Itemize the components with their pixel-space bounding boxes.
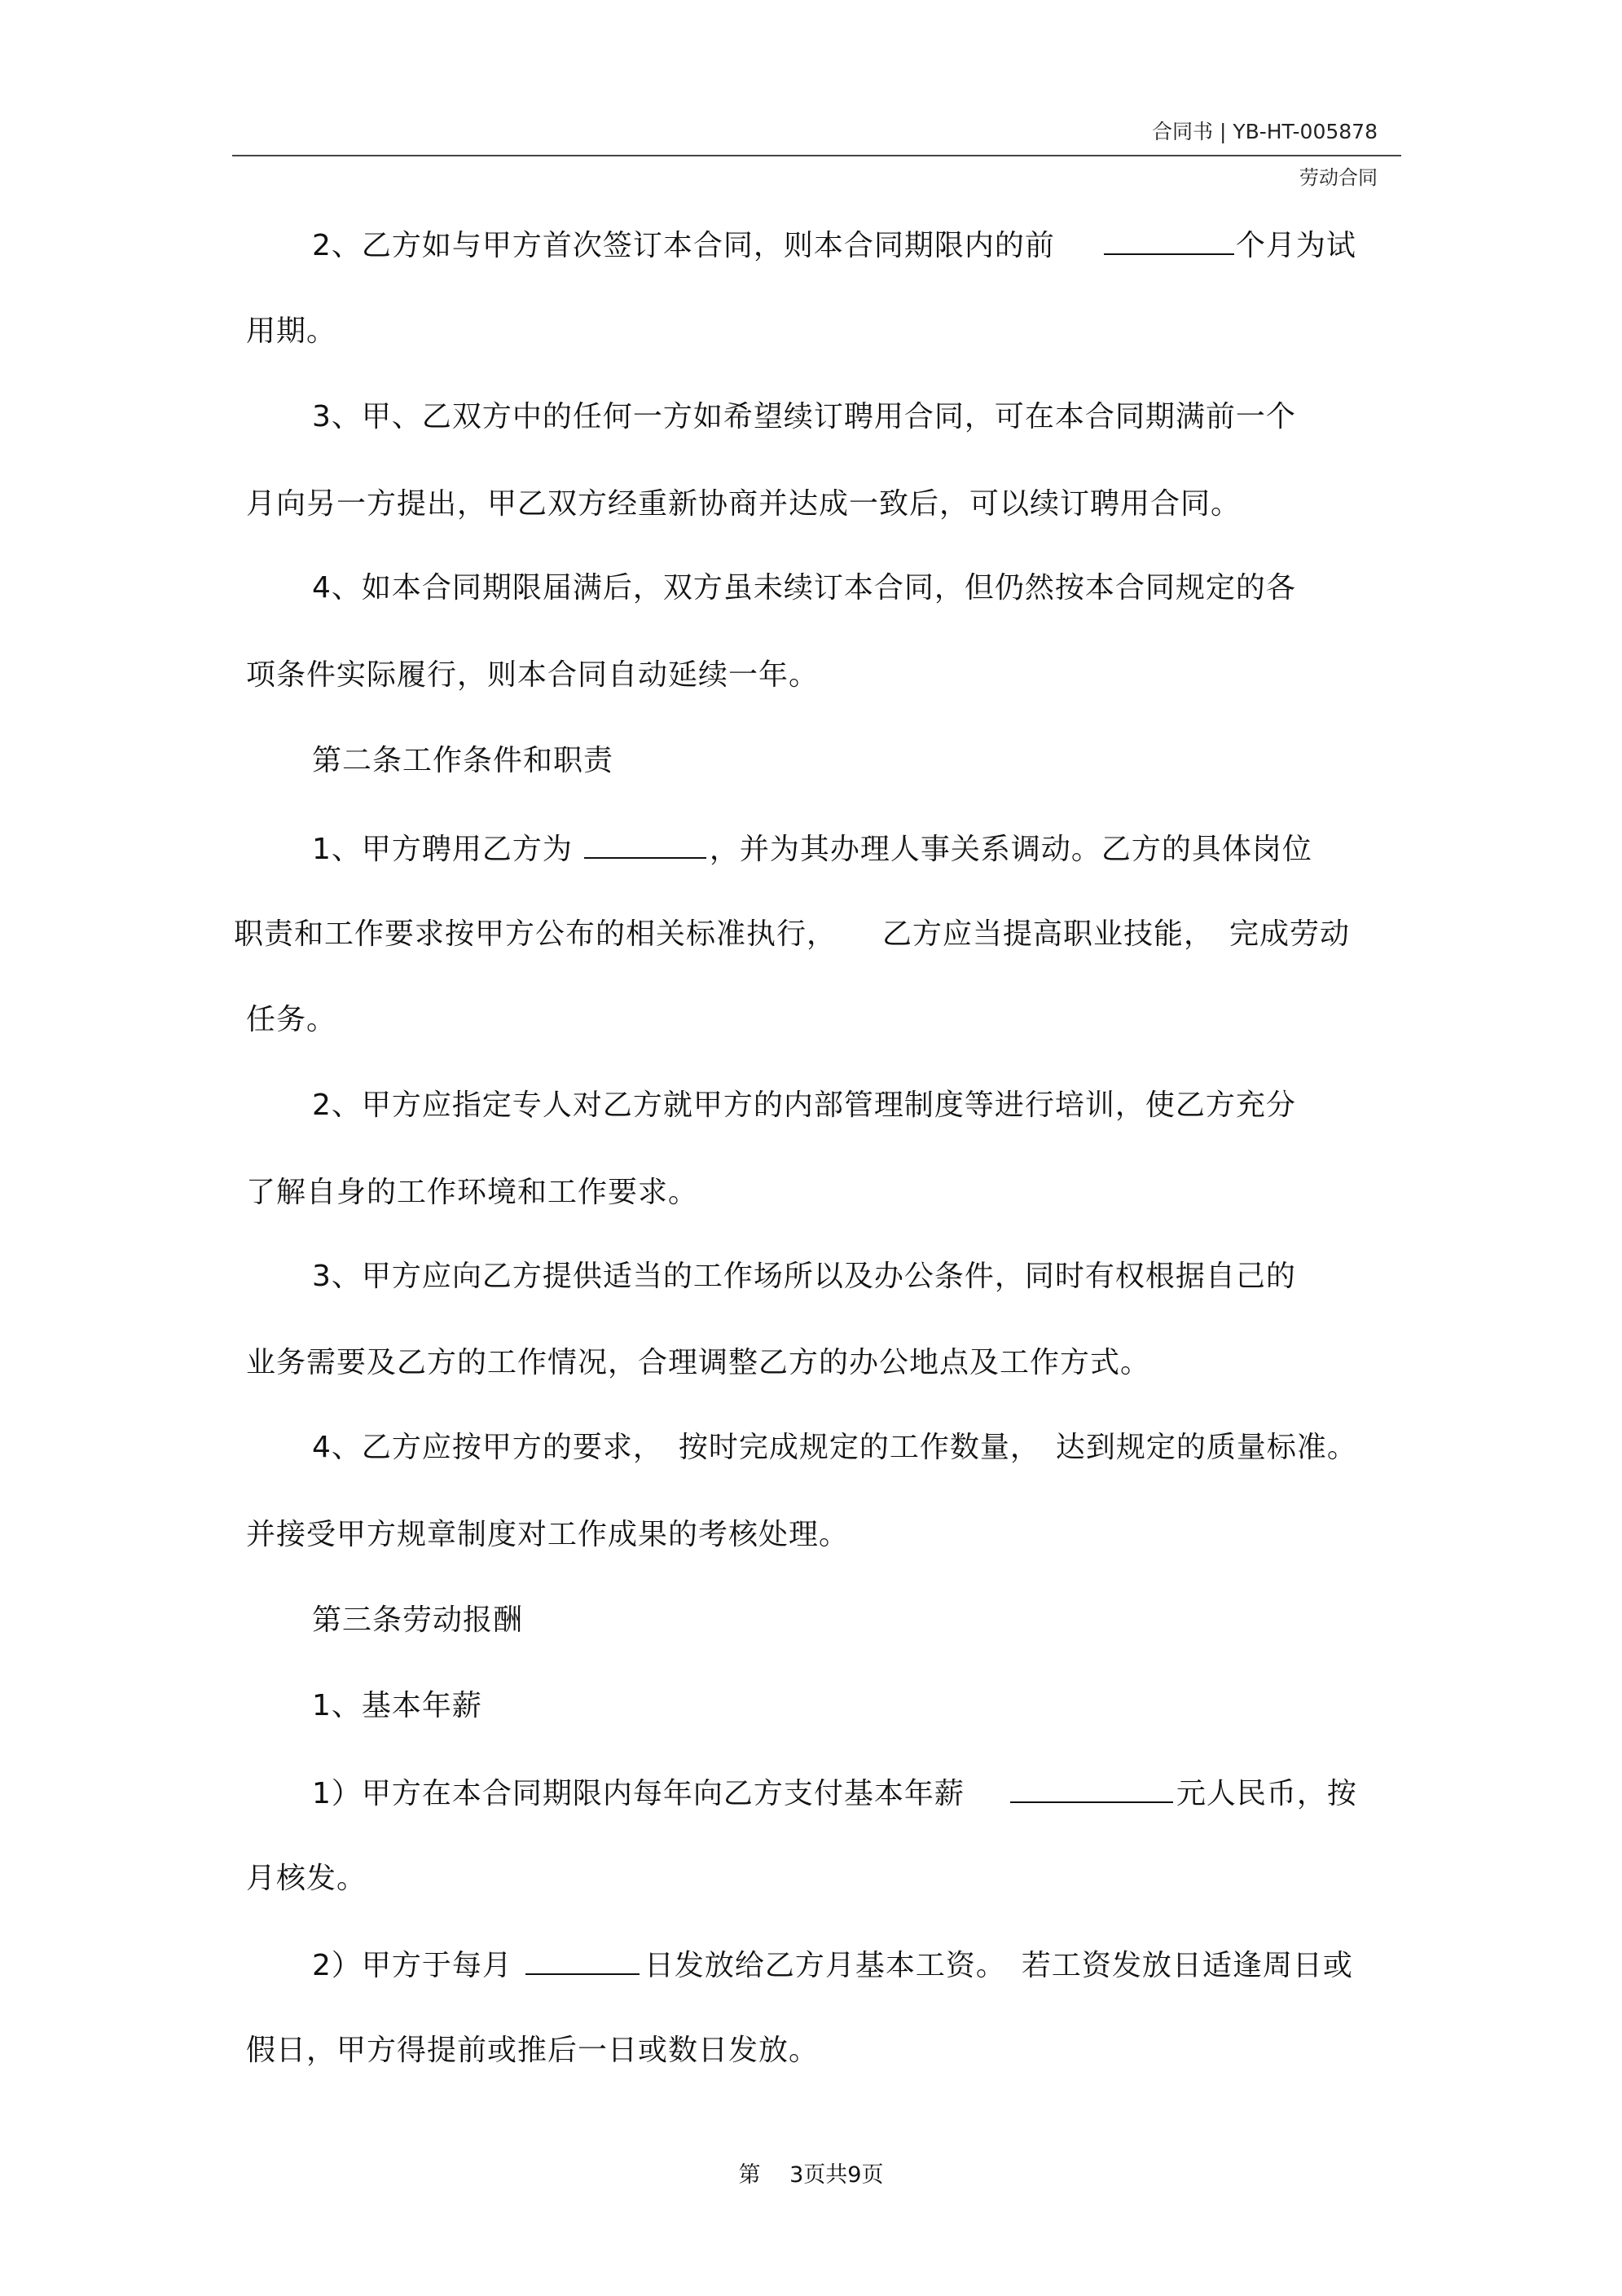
clause-probation-line-1 <box>312 226 1356 264</box>
clause-annual-salary-line-1 <box>312 1774 1357 1812</box>
blank-annual-salary <box>1010 1774 1173 1803</box>
header-divider <box>232 155 1401 156</box>
text-segment: 元人民币，按 <box>1176 1777 1357 1810</box>
text-segment: 1、甲方聘用乙方为 <box>312 833 573 866</box>
page-number: 第 3页共9页 <box>738 2162 884 2188</box>
clause-annual-salary-line-2: 月核发。 <box>246 1862 367 1895</box>
blank-position <box>584 829 706 859</box>
header-subtitle: 劳动合同 <box>1299 166 1378 189</box>
clause-renewal-line-2: 月向另一方提出，甲乙双方经重新协商并达成一致后，可以续订聘用合同。 <box>246 487 1242 521</box>
clause-probation-line-2: 用期。 <box>246 314 337 348</box>
blank-probation-months <box>1104 226 1234 255</box>
clause-position-line-1 <box>312 829 1312 868</box>
section-2-title: 第二条工作条件和职责 <box>312 744 614 777</box>
item-basic-salary: 1、基本年薪 <box>312 1689 482 1722</box>
header-contract-ref: 合同书 | YB-HT-005878 <box>1152 120 1378 143</box>
clause-pay-day-line-1 <box>312 1946 1353 1984</box>
blank-pay-day <box>525 1946 640 1975</box>
text-segment: ，并为其办理人事关系调动。乙方的具体岗位 <box>709 833 1312 866</box>
text-segment: 个月为试 <box>1235 229 1356 262</box>
text-segment: 日发放给乙方月基本工资。 若工资发放日适逢周日或 <box>644 1949 1353 1982</box>
section-3-title: 第三条劳动报酬 <box>312 1603 524 1637</box>
clause-auto-extend-line-1: 4、如本合同期限届满后，双方虽未续订本合同，但仍然按本合同规定的各 <box>312 571 1296 605</box>
text-segment: 2）甲方于每月 <box>312 1949 512 1982</box>
clause-workplace-line-2: 业务需要及乙方的工作情况，合理调整乙方的办公地点及工作方式。 <box>246 1346 1151 1379</box>
clause-pay-day-line-2: 假日，甲方得提前或推后一日或数日发放。 <box>246 2034 820 2067</box>
clause-workplace-line-1: 3、甲方应向乙方提供适当的工作场所以及办公条件，同时有权根据自己的 <box>312 1260 1296 1293</box>
text-segment: 1）甲方在本合同期限内每年向乙方支付基本年薪 <box>312 1777 965 1810</box>
clause-training-line-2: 了解自身的工作环境和工作要求。 <box>246 1176 699 1209</box>
clause-auto-extend-line-2: 项条件实际履行，则本合同自动延续一年。 <box>246 658 820 692</box>
text-segment: 2、乙方如与甲方首次签订本合同，则本合同期限内的前 <box>312 229 1055 262</box>
clause-requirements-line-1: 4、乙方应按甲方的要求， 按时完成规定的工作数量， 达到规定的质量标准。 <box>312 1431 1357 1464</box>
clause-position-line-2: 职责和工作要求按甲方公布的相关标准执行， 乙方应当提高职业技能， 完成劳动 <box>234 917 1351 951</box>
clause-training-line-1: 2、甲方应指定专人对乙方就甲方的内部管理制度等进行培训，使乙方充分 <box>312 1089 1296 1122</box>
clause-requirements-line-2: 并接受甲方规章制度对工作成果的考核处理。 <box>246 1518 850 1551</box>
clause-position-line-3: 任务。 <box>246 1003 337 1036</box>
clause-renewal-line-1: 3、甲、乙双方中的任何一方如希望续订聘用合同，可在本合同期满前一个 <box>312 400 1296 433</box>
